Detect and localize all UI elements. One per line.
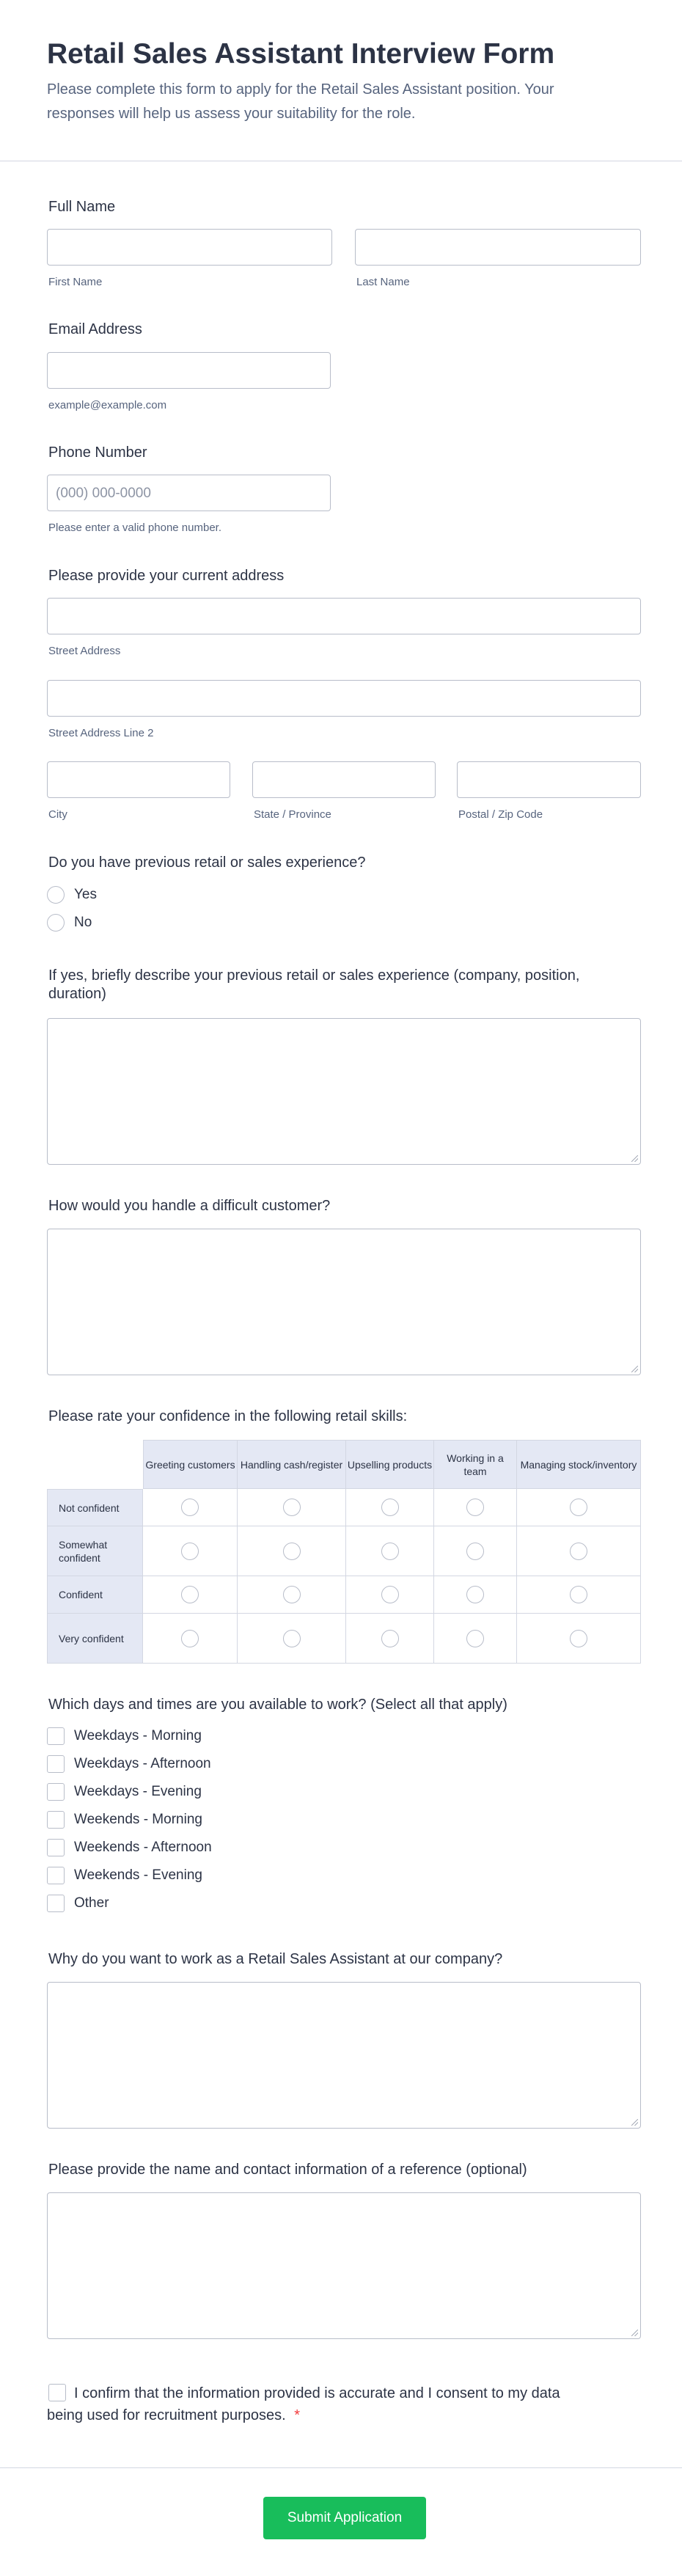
phone-label: Phone Number bbox=[48, 444, 147, 461]
skills-label: Please rate your confidence in the following retail skills: bbox=[48, 1408, 408, 1424]
matrix-column-header: Handling cash/register bbox=[238, 1440, 346, 1489]
city-input[interactable] bbox=[47, 761, 230, 798]
availability-checkbox[interactable] bbox=[47, 1895, 65, 1912]
email-sublabel: example@example.com bbox=[48, 399, 167, 411]
full-name-label: Full Name bbox=[48, 199, 116, 215]
state-sublabel: State / Province bbox=[254, 808, 331, 821]
last-name-sublabel: Last Name bbox=[356, 276, 410, 288]
street-address-input[interactable] bbox=[47, 598, 641, 634]
matrix-row-label: Confident bbox=[47, 1576, 143, 1614]
consent-text[interactable]: I confirm that the information provided is accurate and I consent to my data being used for recruitment purposes. bbox=[47, 2385, 560, 2423]
matrix-radio[interactable] bbox=[283, 1630, 301, 1647]
matrix-radio[interactable] bbox=[466, 1586, 484, 1603]
availability-label: Which days and times are you available to work? (Select all that apply) bbox=[48, 1697, 507, 1713]
page-subtitle: Please complete this form to apply for the Retail Sales Assistant position. Your responses will help us assess your suitability for the role. bbox=[47, 81, 554, 122]
difficult-customer-textarea[interactable] bbox=[47, 1229, 641, 1375]
availability-checkbox[interactable] bbox=[47, 1839, 65, 1856]
street-address-sublabel: Street Address bbox=[48, 645, 121, 657]
last-name-input[interactable] bbox=[355, 229, 641, 266]
reference-textarea[interactable] bbox=[47, 2192, 641, 2339]
availability-option-label[interactable]: Weekends - Morning bbox=[74, 1812, 202, 1827]
matrix-radio[interactable] bbox=[466, 1543, 484, 1560]
page-title: Retail Sales Assistant Interview Form bbox=[47, 38, 555, 70]
email-input[interactable] bbox=[47, 352, 331, 389]
matrix-radio[interactable] bbox=[283, 1499, 301, 1516]
matrix-radio[interactable] bbox=[381, 1543, 399, 1560]
matrix-column-header: Managing stock/inventory bbox=[517, 1440, 641, 1489]
matrix-radio[interactable] bbox=[570, 1499, 587, 1516]
reference-label: Please provide the name and contact information of a reference (optional) bbox=[48, 2162, 527, 2178]
motivation-textarea[interactable] bbox=[47, 1982, 641, 2129]
skills-matrix bbox=[47, 1440, 641, 1664]
street-address-line2-sublabel: Street Address Line 2 bbox=[48, 727, 154, 739]
submit-button[interactable]: Submit Application bbox=[263, 2497, 426, 2539]
availability-checkbox[interactable] bbox=[47, 1867, 65, 1884]
availability-checkbox[interactable] bbox=[47, 1755, 65, 1773]
city-sublabel: City bbox=[48, 808, 67, 821]
matrix-radio[interactable] bbox=[381, 1630, 399, 1647]
matrix-radio[interactable] bbox=[381, 1586, 399, 1603]
experience-yes-label[interactable]: Yes bbox=[74, 887, 97, 902]
matrix-radio[interactable] bbox=[181, 1630, 199, 1647]
zip-input[interactable] bbox=[457, 761, 641, 798]
required-asterisk: * bbox=[294, 2407, 301, 2423]
availability-option-label[interactable]: Other bbox=[74, 1895, 109, 1911]
matrix-row-label: Not confident bbox=[47, 1489, 143, 1526]
resize-grip-icon[interactable] bbox=[631, 1366, 638, 1372]
state-input[interactable] bbox=[252, 761, 436, 798]
matrix-row-label: Somewhat confident bbox=[47, 1526, 143, 1576]
matrix-radio[interactable] bbox=[181, 1499, 199, 1516]
matrix-column-header: Greeting customers bbox=[143, 1440, 238, 1489]
address-label: Please provide your current address bbox=[48, 568, 285, 584]
availability-option-label[interactable]: Weekdays - Morning bbox=[74, 1728, 202, 1743]
phone-sublabel: Please enter a valid phone number. bbox=[48, 522, 221, 534]
street-address-line2-input[interactable] bbox=[47, 680, 641, 717]
first-name-sublabel: First Name bbox=[48, 276, 103, 288]
experience-detail-textarea[interactable] bbox=[47, 1018, 641, 1165]
email-label: Email Address bbox=[48, 321, 142, 337]
experience-detail-label: If yes, briefly describe your previous retail or sales experience (company, position, duration) bbox=[48, 967, 580, 1002]
matrix-column-header: Upselling products bbox=[346, 1440, 434, 1489]
matrix-radio[interactable] bbox=[283, 1543, 301, 1560]
resize-grip-icon[interactable] bbox=[631, 2330, 638, 2336]
matrix-radio[interactable] bbox=[283, 1586, 301, 1603]
experience-no-radio[interactable] bbox=[47, 914, 65, 932]
availability-option-label[interactable]: Weekends - Afternoon bbox=[74, 1840, 212, 1855]
availability-option-label[interactable]: Weekends - Evening bbox=[74, 1867, 202, 1883]
matrix-column-header: Working in a team bbox=[434, 1440, 517, 1489]
phone-placeholder: (000) 000-0000 bbox=[56, 486, 151, 501]
resize-grip-icon[interactable] bbox=[631, 1155, 638, 1162]
zip-sublabel: Postal / Zip Code bbox=[458, 808, 543, 821]
experience-no-label[interactable]: No bbox=[74, 915, 92, 930]
matrix-radio[interactable] bbox=[570, 1630, 587, 1647]
availability-option-label[interactable]: Weekdays - Evening bbox=[74, 1784, 202, 1799]
matrix-radio[interactable] bbox=[466, 1499, 484, 1516]
experience-label: Do you have previous retail or sales experience? bbox=[48, 855, 366, 871]
matrix-radio[interactable] bbox=[181, 1543, 199, 1560]
motivation-label: Why do you want to work as a Retail Sales Assistant at our company? bbox=[48, 1951, 503, 1967]
availability-option-label[interactable]: Weekdays - Afternoon bbox=[74, 1756, 211, 1771]
phone-input[interactable] bbox=[47, 475, 331, 511]
difficult-customer-label: How would you handle a difficult customer? bbox=[48, 1198, 331, 1214]
matrix-radio[interactable] bbox=[466, 1630, 484, 1647]
matrix-radio[interactable] bbox=[570, 1543, 587, 1560]
first-name-input[interactable] bbox=[47, 229, 332, 266]
matrix-row-label: Very confident bbox=[47, 1614, 143, 1664]
availability-checkbox[interactable] bbox=[47, 1811, 65, 1829]
matrix-radio[interactable] bbox=[381, 1499, 399, 1516]
footer-divider bbox=[0, 2467, 682, 2468]
matrix-radio[interactable] bbox=[181, 1586, 199, 1603]
experience-yes-radio[interactable] bbox=[47, 886, 65, 904]
resize-grip-icon[interactable] bbox=[631, 2119, 638, 2126]
availability-checkbox[interactable] bbox=[47, 1727, 65, 1745]
availability-checkbox[interactable] bbox=[47, 1783, 65, 1801]
matrix-radio[interactable] bbox=[570, 1586, 587, 1603]
